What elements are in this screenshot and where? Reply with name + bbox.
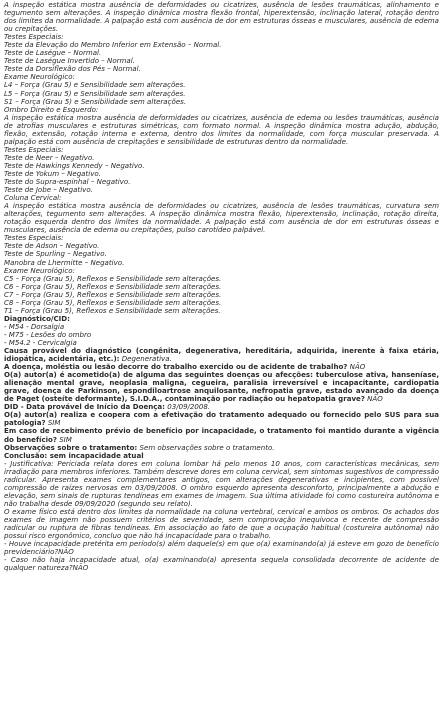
report-line: Teste de Adson – Negativo. — [4, 241, 100, 251]
answer-text: Degenerativa. — [119, 354, 172, 364]
report-line: Exame Neurológico: — [4, 72, 75, 82]
report-paragraph: A inspeção estática mostra ausência de deformidades ou cicatrizes, ausência de edema ou lesões traumáticas, ausência de atrofias musculares e estruturas simétricas, com formato normal. A inspeção dinâmica mostra adução, abdução, flexão, extensão, rotação interna e externa, dentro dos limites da normalidade, com força muscular preservada. A palpação está com ausência de crepitações e sensibilidade de estruturas dentro da normalidade. — [4, 112, 439, 146]
report-line: Teste de Jobe – Negativo. — [4, 185, 93, 195]
bold-text: Em caso de recebimento prévio de benefício por incapacidade, o tratamento foi mantido durante a vigência do benefício? — [4, 426, 439, 444]
report-line: Teste de Hawkings Kennedy – Negativo. — [4, 160, 145, 170]
report-line: Ombro Direito e Esquerdo: — [4, 104, 99, 114]
bold-text: A doença, moléstia ou lesão decorre do trabalho exercido ou de acidente de trabalho? — [4, 362, 348, 372]
report-paragraph — [4, 347, 439, 363]
report-line: - M75 - Lesões do ombro — [4, 329, 92, 339]
answer-text: NÃO — [364, 394, 383, 404]
report-line: Teste de Spurling – Negativo. — [4, 249, 107, 259]
report-paragraph: - Houve incapacidade pretérita em período(s) além daquele(s) em que o(a) examinando(a) já esteve em gozo de benefício previdenciário?NÃO — [4, 539, 439, 557]
report-line: L4 – Força (Grau 5) e Sensibilidade sem alterações. — [4, 80, 186, 90]
report-line: Teste de Laségue – Normal. — [4, 48, 102, 58]
report-line: Testes Especiais: — [4, 144, 64, 154]
bold-text: O(a) autor(a) é acometido(a) de alguma das seguintes doenças ou afecções: tuberculose ativa, hanseníase, alienação mental grave, neoplasia maligna, cegueira, paralisia irreversível e incapacitante, cardiopatia grave, doença de Parkinson, espondiloartrose anquilosante, nefropatia grave, estado avançado da doença de Paget (osteíte deformante), S.I.D.A., contaminação por radiação ou hepatopatia grave? — [4, 370, 439, 404]
report-line: - M54 - Dorsalgia — [4, 321, 65, 331]
report-line: Teste do Supra-espinhal – Negativo. — [4, 177, 131, 187]
report-line: Coluna Cervical: — [4, 193, 62, 203]
report-line: Teste de Laségue Invertido – Normal. — [4, 56, 135, 66]
report-paragraph: A inspeção estática mostra ausência de deformidades ou cicatrizes, ausência de lesões traumáticas, alinhamento e tegumento sem alterações. A inspeção dinâmica mostra flexão frontal, hiperextensão, inclinação lateral, rotação dentro dos limites da normalidade. A palpação está com ausência de dor em estruturas ósseas e musculares, ausência de edema ou crepitações. — [4, 0, 439, 34]
report-paragraph — [4, 427, 439, 443]
answer-text: SIM — [56, 434, 72, 444]
report-line: Manobra de Lhermitte – Negativo. — [4, 257, 125, 267]
report-line: Teste de Yokum – Negativo. — [4, 168, 101, 178]
report-line: Teste de Neer – Negativo. — [4, 152, 95, 162]
report-line: Testes Especiais: — [4, 32, 64, 42]
report-line: Diagnóstico/CID: — [4, 313, 70, 323]
report-paragraph — [4, 371, 439, 403]
report-line: Testes Especiais: — [4, 233, 64, 243]
answer-text: NÃO — [347, 362, 366, 372]
report-line: Teste da Dorsiflexão dos Pés – Normal. — [4, 64, 141, 74]
report-line: S1 – Força (Grau 5) e Sensibilidade sem alterações. — [4, 96, 187, 106]
bold-text: Causa provável do diagnóstico (congênita, degenerativa, hereditária, adquirida, inerente à faixa etária, idiopática, acidentária, etc.): — [4, 346, 439, 364]
report-line: T1 – Força (Grau 5), Reflexos e Sensibilidade sem alterações. — [4, 305, 221, 315]
report-line: Conclusão: sem incapacidade atual — [4, 450, 144, 460]
report-line: C8 – Força (Grau 5), Reflexos e Sensibilidade sem alterações. — [4, 297, 222, 307]
report-paragraph: - Justificativa: Periciada relata dores em coluna lombar há pelo menos 10 anos, com características mecânicas, sem irradiação para membros inferiores. Também descreve dores em coluna cervical, sem sintomas sugestivos de compressão radicular. Apresenta exames complementares antigos, com alterações degenerativas e incipientes, com possível compressão de raízes nervosas em 03/09/2008. O ombro esquerdo apresenta desconforto, principalmente a abdução e elevação, sem sinais de rupturas tendíneas em exames de imagem. Sua última atividade foi como costureira autônoma e não trabalha desde 09/09/2020 (segundo seu relato). — [4, 458, 439, 508]
bold-text: Observações sobre o tratamento: — [4, 442, 138, 452]
report-paragraph — [4, 411, 439, 427]
report-line: L5 – Força (Grau 5) e Sensibilidade sem alterações. — [4, 88, 186, 98]
answer-text: Sem observações sobre o tratamento. — [137, 442, 275, 452]
report-paragraph: - Caso não haja incapacidade atual, o(a) examinando(a) apresenta sequela consolidada decorrente de acidente de qualquer natureza?NÃO — [4, 555, 439, 573]
report-line: C7 – Força (Grau 5), Reflexos e Sensibilidade sem alterações. — [4, 289, 222, 299]
report-line: - M54.2 - Cervicalgia — [4, 337, 77, 347]
answer-text: 03/09/2008. — [165, 402, 211, 412]
report-line: C6 – Força (Grau 5), Reflexos e Sensibilidade sem alterações. — [4, 281, 222, 291]
report-line: Teste da Elevação do Membro Inferior em Extensão – Normal. — [4, 40, 222, 50]
report-line: Exame Neurológico: — [4, 265, 75, 275]
answer-text: SIM — [45, 418, 61, 428]
bold-text: DID - Data provável de Início da Doença: — [4, 402, 165, 412]
bold-text: O(a) autor(a) realiza e coopera com a efetivação do tratamento adequado ou fornecido pelo SUS para sua patologia? — [4, 410, 439, 428]
report-paragraph: A inspeção estática mostra ausência de deformidades ou cicatrizes, ausência de lesões traumáticas, curvatura sem alterações, tegumento sem alterações. A inspeção dinâmica mostra flexão, hiperextensão, inclinação, rotação direita, rotação esquerda dentro dos limites da normalidade. A palpação está com ausência de dor em estruturas ósseas e musculares, ausência de edema ou crepitações, pulso carotídeo palpável. — [4, 201, 439, 235]
report-paragraph: O exame físico está dentro dos limites da normalidade na coluna vertebral, cervical e ambos os ombros. Os achados dos exames de imagem não possuem critérios de severidade, sem comprovação inequívoca e recente de compressão radicular ou ruptura de fibras tendíneas. Em associação ao fato de que a ocupação habitual (costureira autônoma) não possui risco ergonômico, concluo que não há incapacidade para o trabalho. — [4, 506, 439, 541]
report-line: C5 – Força (Grau 5), Reflexos e Sensibilidade sem alterações. — [4, 273, 222, 283]
